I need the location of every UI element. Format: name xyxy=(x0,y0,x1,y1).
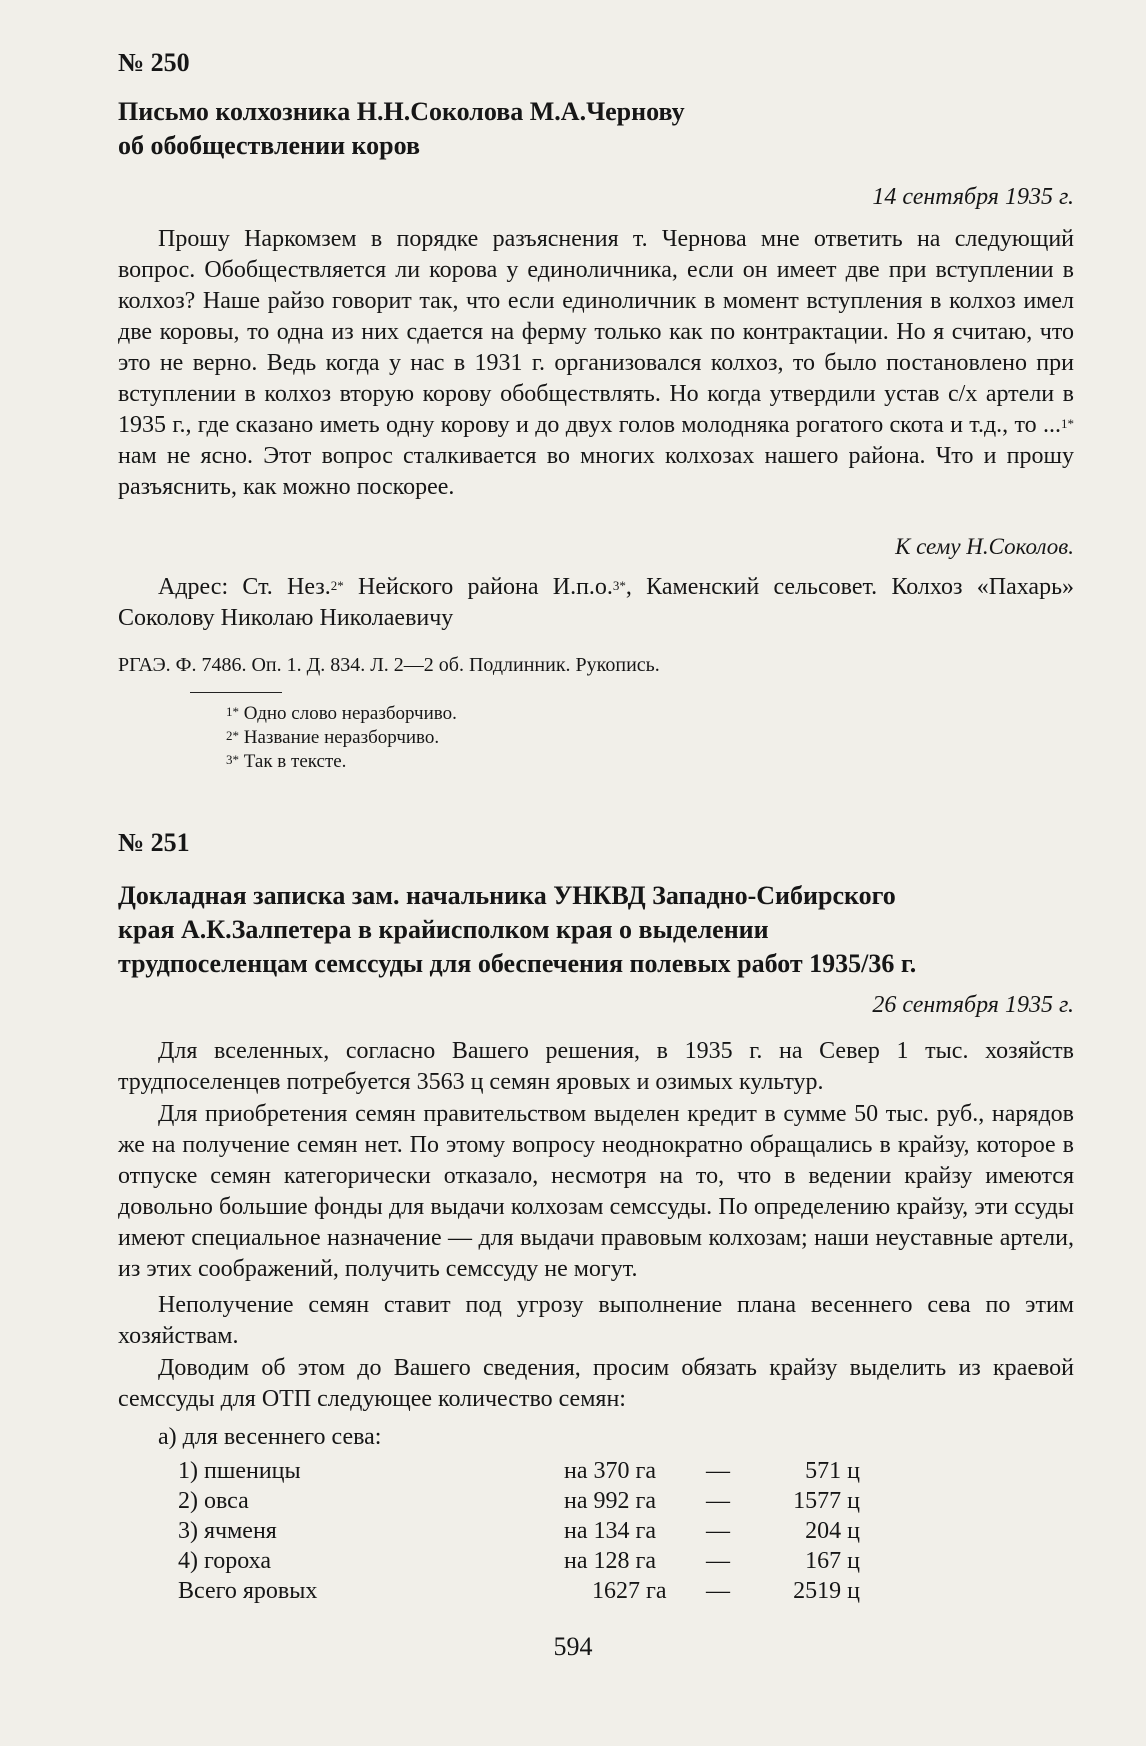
doc251-paragraph-3: Неполучение семян ставит под угрозу выполнение плана весеннего сева по этим хозяйствам. xyxy=(118,1292,1074,1349)
seed-quantity: 2519 ц xyxy=(793,1578,860,1604)
seed-row-total xyxy=(178,1576,878,1606)
doc250-body-end: нам не ясно. Этот вопрос сталкивается во многих колхозах нашего района. Что и прошу разъяснить, как можно поскорее. xyxy=(118,443,1074,500)
doc251-title-line3: трудпоселенцам семссуды для обеспечения полевых работ 1935/36 г. xyxy=(118,949,917,978)
seed-row xyxy=(178,1546,878,1576)
footnote-ref-1: 1* xyxy=(1061,416,1074,431)
seed-crop: 4) гороха xyxy=(178,1548,271,1574)
seed-area: 1627 га xyxy=(592,1578,667,1604)
doc250-address xyxy=(118,572,1074,634)
address-part-c: , Каменский сельсовет. Колхоз «Пахарь» Соколову Николаю Николаевичу xyxy=(118,574,1075,631)
seed-crop: Всего яровых xyxy=(178,1578,318,1604)
doc250-archive: РГАЭ. Ф. 7486. Оп. 1. Д. 834. Л. 2—2 об. Подлинник. Рукопись. xyxy=(118,654,660,676)
doc250-number: № 250 xyxy=(118,48,190,77)
footnote-2: $^{2*}$ Название неразборчиво. xyxy=(226,727,440,748)
seed-area: на 370 га xyxy=(564,1458,656,1484)
doc250-body-text: Прошу Наркомзем в порядке разъяснения т. Чернова мне ответить на следующий вопрос. Обобществляется ли корова у единоличника, если он имеет две при вступлении в колхоз? Наше райзо говорит так, что если единоличник в момент вступления в колхоз имел две коровы, то одна из них сдается на ферму только как по контрактации. Но я считаю, что это не верно. Ведь когда у нас в 1931 г. организовался колхоз, то было постановлено при вступлении в колхоз вторую корову обобществлять. Но когда утвердили устав с/х артели в 1935 г., где сказано иметь одну корову и до двух голов молодняка рогатого скота и т.д., то ... xyxy=(118,226,1074,438)
seed-row xyxy=(178,1516,878,1546)
seed-dash: — xyxy=(706,1518,730,1544)
doc251-date: 26 сентября 1935 г. xyxy=(872,992,1074,1018)
seed-quantity: 571 ц xyxy=(805,1458,860,1484)
seed-area: на 134 га xyxy=(564,1518,656,1544)
page-number: 594 xyxy=(553,1632,593,1661)
doc251-number: № 251 xyxy=(118,828,190,857)
seed-area: на 992 га xyxy=(564,1488,656,1514)
seed-crop: 1) пшеницы xyxy=(178,1458,301,1484)
doc251-title-line2: края А.К.Залпетера в крайисполком края о выделении xyxy=(118,915,769,944)
doc250-title-line2: об обобществлении коров xyxy=(118,131,421,160)
seed-row xyxy=(178,1486,878,1516)
address-part-a: Адрес: Ст. Нез. xyxy=(158,574,331,600)
seed-quantity: 204 ц xyxy=(805,1518,860,1544)
seed-crop: 2) овса xyxy=(178,1488,249,1514)
doc251-title-line1: Докладная записка зам. начальника УНКВД Западно-Сибирского xyxy=(118,881,896,910)
seed-row xyxy=(178,1456,878,1486)
seed-dash: — xyxy=(706,1578,730,1604)
footnote-ref-3: 3* xyxy=(612,578,626,593)
seed-crop: 3) ячменя xyxy=(178,1518,277,1544)
doc250-date: 14 сентября 1935 г. xyxy=(872,184,1074,210)
seed-area: на 128 га xyxy=(564,1548,656,1574)
seed-dash: — xyxy=(706,1548,730,1574)
address-part-b: Нейского района И.п.о. xyxy=(343,574,613,600)
footnote-ref-2: 2* xyxy=(330,578,344,593)
seed-list-heading: а) для весеннего сева: xyxy=(158,1424,382,1450)
doc251-paragraph-4: Доводим об этом до Вашего сведения, просим обязать крайзу выделить из краевой семссуды для ОТП следующее количество семян: xyxy=(118,1355,1074,1412)
doc250-signature: К сему Н.Соколов. xyxy=(895,534,1074,559)
footnote-1: $^{1*}$ Одно слово неразборчиво. xyxy=(226,703,457,724)
seed-quantity: 167 ц xyxy=(805,1548,860,1574)
seed-dash: — xyxy=(706,1488,730,1514)
footnote-divider xyxy=(190,692,282,693)
seed-dash: — xyxy=(706,1458,730,1484)
footnote-3: $^{3*}$ Так в тексте. xyxy=(226,751,347,772)
seed-quantity: 1577 ц xyxy=(793,1488,860,1514)
doc251-paragraph-2: Для приобретения семян правительством выделен кредит в сумме 50 тыс. руб., нарядов же на получение семян нет. По этому вопросу неоднократно обращались в крайзу, которое в отпуске семян категорически отказало, несмотря на то, что в ведении крайзу имеются довольно большие фонды для выдачи колхозам семссуды. По определению крайзу, эти ссуды имеют специальное назначение — для выдачи правовым колхозам; наши неуставные артели, из этих соображений, получить семссуду не могут. xyxy=(118,1101,1074,1282)
doc250-body xyxy=(118,224,1074,503)
doc250-title-line1: Письмо колхозника Н.Н.Соколова М.А.Чернову xyxy=(118,97,685,126)
doc251-paragraph-1: Для вселенных, согласно Вашего решения, в 1935 г. на Север 1 тыс. хозяйств трудпоселенцев потребуется 3563 ц семян яровых и озимых культур. xyxy=(118,1038,1074,1095)
